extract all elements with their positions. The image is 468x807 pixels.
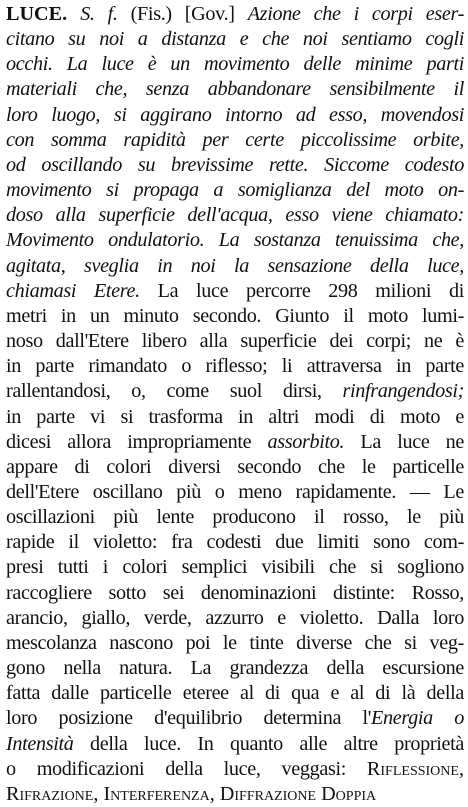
entry-text-segment: rallentandosi, o, come suol dirsi, <box>6 380 343 403</box>
entry-text-segment: arancio, giallo, verde, azzurro e violetto. Dalla loro <box>6 606 464 629</box>
entry-text-segment: in parte rimandato o riflesso; li attraversa in parte <box>6 355 464 378</box>
entry-text-segment: in parte vi si trasforma in altri modi di moto e <box>6 405 464 428</box>
entry-line <box>6 530 464 555</box>
entry-line <box>6 480 464 505</box>
entry-text-segment: o modificazioni della luce, veggasi: <box>6 757 367 780</box>
entry-line <box>6 153 464 178</box>
entry-text-segment: rapide il violetto: fra codesti due limiti sono com- <box>6 531 464 554</box>
entry-line <box>6 203 464 228</box>
entry-text-segment: assorbito. <box>267 430 345 453</box>
entry-line <box>6 254 464 279</box>
entry-text-segment: rinfrangendosi; <box>342 380 464 403</box>
entry-text-segment: Azione che i corpi eser- <box>247 3 464 25</box>
entry-line <box>6 2 464 27</box>
entry-text-segment: loro posizione d'equilibrio determina l' <box>6 707 372 730</box>
entry-text-segment: oscillazioni più lente producono il rosso, le più <box>6 506 464 529</box>
entry-line <box>6 681 464 706</box>
entry-text-segment: od oscillando su brevissime rette. Siccome codesto <box>6 153 464 176</box>
entry-line <box>6 128 464 153</box>
entry-text-segment: mescolanza nascono poi le tinte diverse che si veg- <box>6 631 464 654</box>
entry-text-segment: fatta dalle particelle eteree al di qua e al di là della <box>6 682 464 705</box>
entry-text-segment: doso alla superficie dell'acqua, esso viene chiamato: <box>6 204 464 227</box>
entry-line <box>6 631 464 656</box>
entry-text-segment: presi tutti i colori semplici visibili che si sogliono <box>6 556 464 579</box>
entry-text-segment: Rifrazione, Interferenza, Diffrazione Doppia <box>6 782 377 805</box>
entry-text-segment: La luce ne <box>344 430 464 453</box>
entry-text-segment: Intensità <box>6 732 74 755</box>
entry-line <box>6 656 464 681</box>
entry-text-segment: con somma rapidità per certe piccolissime orbite, <box>6 128 464 151</box>
entry-text-segment: gono nella natura. La grandezza della escursione <box>6 657 464 680</box>
entry-line <box>6 52 464 77</box>
entry-text-segment: Riflessione, <box>366 757 464 780</box>
entry-line <box>6 505 464 530</box>
entry-text-segment: appare di colori diversi secondo che le particelle <box>6 455 464 478</box>
entry-line <box>6 430 464 455</box>
entry-text-segment: LUCE. <box>6 3 68 25</box>
entry-text-segment: raccogliere sotto sei denominazioni distinte: Rosso, <box>6 581 464 604</box>
entry-text-segment: dell'Etere oscillano più o meno rapidamente. — Le <box>6 480 464 503</box>
entry-text-segment: noso dall'Etere libero alla superficie dei corpi; ne è <box>6 330 464 353</box>
entry-line <box>6 606 464 631</box>
entry-line <box>6 77 464 102</box>
entry-text-segment: (Fis.) [Gov.] <box>117 3 248 25</box>
entry-text-segment: Movimento ondulatorio. La sostanza tenuissima che, <box>6 229 464 252</box>
entry-line <box>6 405 464 430</box>
entry-text-segment: S. f. <box>80 3 118 25</box>
entry-text-segment: loro luogo, si aggirano intorno ad esso, movendosi <box>6 103 464 126</box>
entry-line <box>6 555 464 580</box>
entry-line <box>6 782 464 807</box>
entry-text-segment <box>67 3 80 25</box>
entry-text-segment: dicesi allora impropriamente <box>6 430 268 453</box>
entry-line <box>6 103 464 128</box>
entry-line <box>6 304 464 329</box>
entry-text-segment: movimento si propaga a somiglianza del moto on- <box>6 179 464 202</box>
entry-line <box>6 706 464 731</box>
entry-text-segment: agitata, sveglia in noi la sensazione della luce, <box>6 254 464 277</box>
entry-line <box>6 379 464 404</box>
entry-line <box>6 455 464 480</box>
entry-text-segment: della luce. In quanto alle altre proprietà <box>73 732 464 755</box>
entry-line <box>6 354 464 379</box>
entry-line <box>6 279 464 304</box>
entry-text-segment: La luce percorre 298 milioni di <box>139 279 464 302</box>
entry-text-segment: occhi. La luce è un movimento delle minime parti <box>6 53 464 76</box>
entry-text-segment: Energia o <box>371 707 464 730</box>
entry-line <box>6 329 464 354</box>
entry-line <box>6 757 464 782</box>
entry-text-segment: materiali che, senza abbandonare sensibilmente il <box>6 78 464 101</box>
entry-line <box>6 228 464 253</box>
entry-line <box>6 27 464 52</box>
dictionary-entry-luce <box>6 2 464 807</box>
entry-line <box>6 581 464 606</box>
entry-line <box>6 732 464 757</box>
entry-text-segment: metri in un minuto secondo. Giunto il moto lumi- <box>6 304 464 327</box>
entry-text-segment: chiamasi Etere. <box>6 279 140 302</box>
entry-text-segment: citano su noi a distanza e che noi sentiamo cogli <box>6 28 464 51</box>
entry-line <box>6 178 464 203</box>
